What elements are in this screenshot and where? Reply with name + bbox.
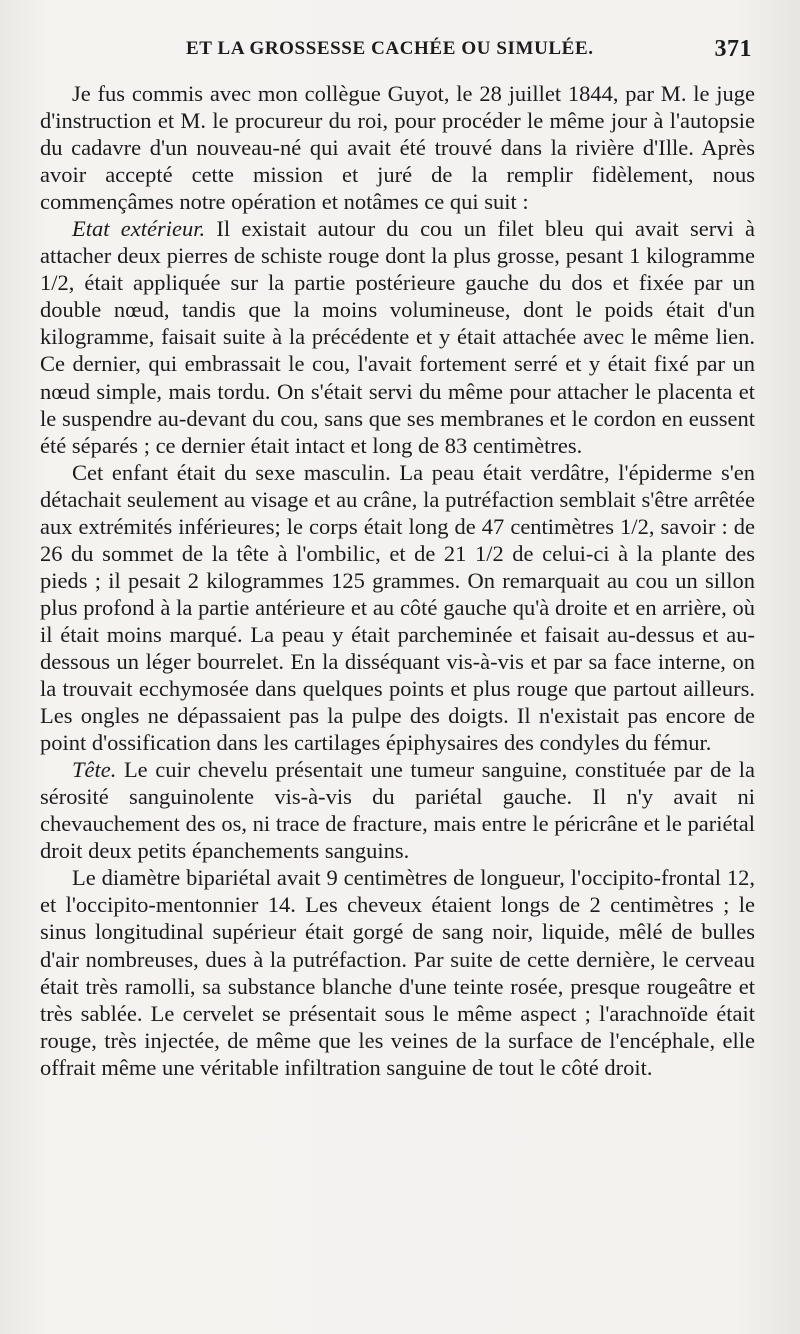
section-label-external-state: Etat extérieur. — [72, 216, 206, 242]
paragraph-body-description — [40, 459, 755, 757]
section-label-head: Tête. — [72, 757, 117, 783]
page-number: 371 — [714, 36, 752, 62]
paragraph-external-state — [40, 215, 755, 458]
running-title: ET LA GROSSESSE CACHÉE OU SIMULÉE. — [186, 38, 594, 59]
paragraph-text: Le cuir chevelu présentait une tumeur sanguine, constituée par de la sérosité sanguinolente vis-à-vis du pariétal gauche. Il n'y avait ni chevauchement des os, ni trace de fracture, mais entre le péricrâne et le pariétal droit deux petits épanchements sanguins. — [40, 757, 755, 864]
paragraph-text: Il existait autour du cou un filet bleu qui avait servi à attacher deux pierres de schiste rouge dont la plus grosse, pesant 1 kilogramme 1/2, était appliquée sur la partie postérieure gauche du dos et fixée par un double nœud, tandis que la moins volumineuse, dont le poids était d'un kilogramme, faisait suite à la précédente et y était attachée avec le même lien. Ce dernier, qui embrassait le cou, l'avait fortement serré et y était fixé par un nœud simple, mais tordu. On s'était servi du même pour attacher le placenta et le suspendre au-devant du cou, sans que ses membranes et le cordon en eussent été séparés ; ce dernier était intact et long de 83 centimètres. — [40, 216, 755, 458]
paragraph-autopsy-commission — [40, 80, 755, 215]
paragraph-text: Le diamètre bipariétal avait 9 centimètres de longueur, l'occipito-frontal 12, et l'occipito-mentonnier 14. Les cheveux étaient longs de 2 centimètres ; le sinus longitudinal supérieur était gorgé de sang noir, liquide, mêlé de bulles d'air nombreuses, dues à la putréfaction. Par suite de cette dernière, le cerveau était très ramolli, sa substance blanche d'une teinte rosée, presque rougeâtre et très sablée. Le cervelet se présentait sous le même aspect ; l'arachnoïde était rouge, très injectée, de même que les veines de la surface de l'encéphale, elle offrait même une véritable infiltration sanguine de tout le côté droit. — [40, 865, 755, 1080]
page-header — [60, 36, 760, 68]
paragraph-skull-measurements — [40, 864, 755, 1080]
body-text — [40, 80, 755, 1081]
paragraph-text: Cet enfant était du sexe masculin. La peau était verdâtre, l'épiderme s'en détachait seulement au visage et au crâne, la putréfaction semblait s'être arrêtée aux extrémités inférieures; le corps était long de 47 centimètres 1/2, savoir : de 26 du sommet de la tête à l'ombilic, et de 21 1/2 de celui-ci à la plante des pieds ; il pesait 2 kilogrammes 125 grammes. On remarquait au cou un sillon plus profond à la partie antérieure et au côté gauche qu'à droite et en arrière, où il était moins marqué. La peau y était parcheminée et faisait au-dessus et au-dessous un léger bourrelet. En la disséquant vis-à-vis et par sa face interne, on la trouvait ecchymosée dans quelques points et plus rouge que partout ailleurs. Les ongles ne dépassaient pas la pulpe des doigts. Il n'existait pas encore de point d'ossification dans les cartilages épiphysaires des condyles du fémur. — [40, 459, 755, 756]
paragraph-text: Je fus commis avec mon collègue Guyot, le 28 juillet 1844, par M. le juge d'instruction et M. le procureur du roi, pour procéder le même jour à l'autopsie du cadavre d'un nouveau-né qui avait été trouvé dans la rivière d'Ille. Après avoir accepté cette mission et juré de la remplir fidèlement, nous commençâmes notre opération et notâmes ce qui suit : — [40, 81, 755, 215]
paragraph-head — [40, 756, 755, 864]
